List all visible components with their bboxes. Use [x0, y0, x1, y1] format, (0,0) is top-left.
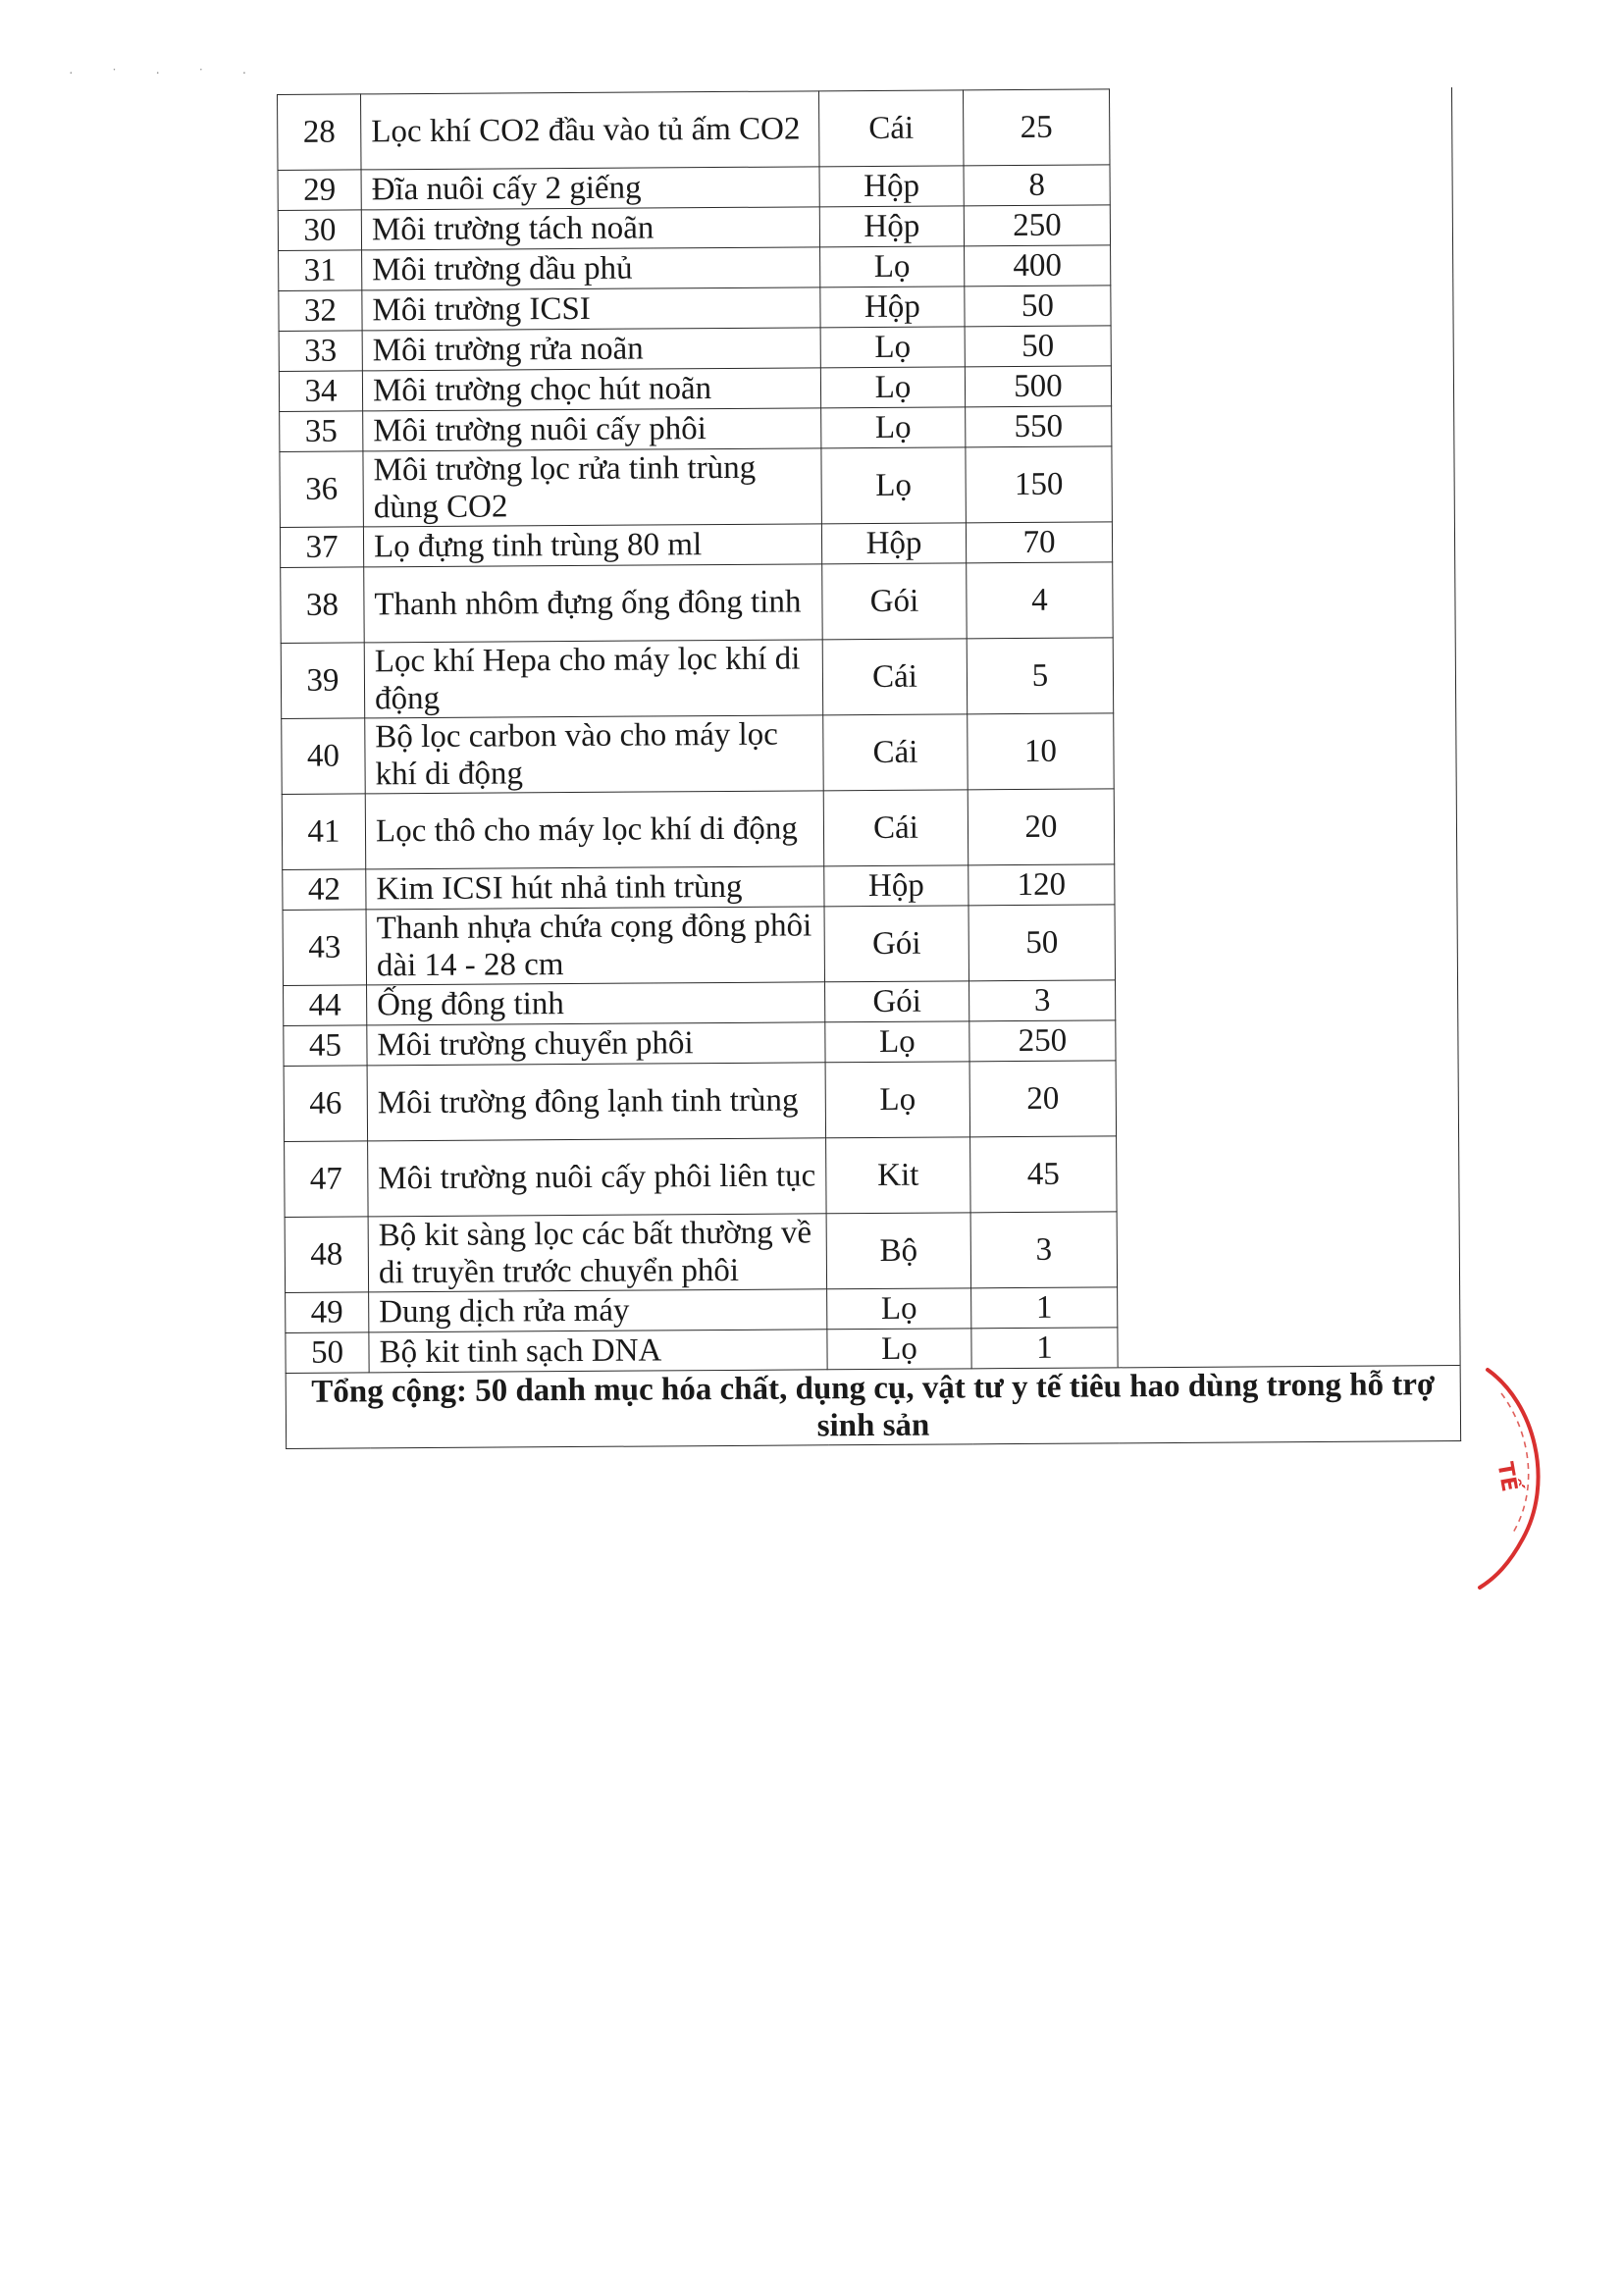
row-number: 45 — [284, 1025, 367, 1067]
row-number: 44 — [284, 985, 367, 1026]
item-unit: Lọ — [827, 1288, 971, 1330]
item-quantity: 70 — [966, 522, 1112, 563]
item-name: Ống đông tinh — [367, 982, 825, 1025]
item-unit: Gói — [825, 981, 969, 1022]
item-name: Môi trường lọc rửa tinh trùng dùng CO2 — [363, 448, 822, 527]
item-name: Môi trường rửa noãn — [362, 328, 820, 371]
item-unit: Lọ — [820, 246, 965, 287]
item-quantity: 10 — [968, 713, 1115, 790]
row-number: 28 — [278, 94, 362, 171]
items-table-sheet — [277, 86, 1461, 1449]
item-quantity: 45 — [970, 1136, 1118, 1213]
item-name: Dung dịch rửa máy — [369, 1289, 827, 1332]
row-number: 39 — [281, 643, 365, 719]
item-name: Môi trường chuyển phôi — [367, 1022, 825, 1066]
item-unit: Hộp — [819, 166, 964, 207]
item-unit: Lọ — [820, 327, 965, 368]
item-quantity: 250 — [964, 205, 1110, 246]
row-number: 36 — [280, 451, 364, 528]
item-quantity: 3 — [970, 1212, 1118, 1288]
item-name: Môi trường dầu phủ — [362, 247, 820, 290]
item-unit: Hộp — [821, 523, 966, 564]
item-quantity: 5 — [967, 638, 1114, 714]
item-quantity: 20 — [969, 1061, 1117, 1137]
item-name: Lọc khí CO2 đầu vào tủ ấm CO2 — [361, 91, 820, 170]
item-unit: Gói — [824, 906, 969, 982]
item-unit: Lọ — [821, 447, 967, 524]
scan-specks: · ˙ · ˙ · — [69, 67, 265, 81]
item-unit: Cái — [818, 90, 964, 167]
item-quantity: 50 — [965, 326, 1111, 367]
item-quantity: 20 — [968, 789, 1115, 865]
row-number: 41 — [282, 794, 366, 870]
item-quantity: 50 — [965, 286, 1111, 327]
item-unit: Hộp — [820, 287, 965, 328]
item-quantity: 4 — [967, 562, 1114, 639]
item-quantity: 150 — [966, 446, 1113, 523]
row-number: 30 — [278, 210, 361, 251]
item-name: Kim ICSI hút nhả tinh trùng — [366, 866, 824, 910]
row-number: 35 — [280, 411, 363, 452]
item-quantity: 500 — [965, 366, 1111, 407]
item-quantity: 3 — [969, 980, 1116, 1021]
row-number: 42 — [283, 869, 366, 911]
item-unit: Gói — [822, 563, 968, 640]
item-name: Môi trường nuôi cấy phôi liên tục — [368, 1138, 827, 1217]
item-quantity: 550 — [966, 406, 1112, 447]
row-number: 49 — [286, 1292, 369, 1333]
item-unit: Kit — [826, 1137, 971, 1214]
item-name: Thanh nhôm đựng ống đông tinh — [364, 564, 823, 643]
row-number: 43 — [283, 910, 367, 986]
item-name: Bộ lọc carbon vào cho máy lọc khí di động — [365, 715, 824, 794]
row-number: 29 — [278, 170, 361, 211]
item-name: Lọ đựng tinh trùng 80 ml — [363, 524, 821, 567]
item-unit: Lọ — [825, 1062, 970, 1138]
item-quantity: 400 — [965, 245, 1111, 287]
item-quantity: 250 — [969, 1020, 1116, 1062]
item-quantity: 25 — [963, 89, 1110, 166]
row-number: 50 — [286, 1332, 369, 1374]
row-number: 33 — [279, 331, 362, 372]
row-number: 48 — [285, 1217, 369, 1293]
item-unit: Cái — [823, 790, 969, 866]
item-name: Đĩa nuôi cấy 2 giếng — [361, 167, 819, 210]
item-unit: Lọ — [820, 367, 965, 408]
row-number: 32 — [279, 290, 362, 332]
items-table — [277, 86, 1461, 1449]
item-unit: Hộp — [824, 865, 969, 907]
total-row — [286, 1366, 1460, 1449]
row-number: 34 — [279, 371, 362, 412]
item-quantity: 1 — [971, 1287, 1118, 1329]
item-quantity: 8 — [964, 165, 1110, 206]
row-number: 38 — [281, 567, 365, 644]
item-name: Bộ kit sàng lọc các bất thường về di truyền trước chuyển phôi — [368, 1214, 827, 1292]
item-unit: Lọ — [827, 1329, 971, 1370]
blank-column — [1109, 87, 1460, 1368]
item-unit: Cái — [823, 714, 969, 791]
item-unit: Hộp — [819, 206, 964, 247]
row-number: 47 — [285, 1141, 369, 1218]
table-row — [278, 87, 1452, 171]
item-name: Thanh nhựa chứa cọng đông phôi dài 14 - 28 cm — [366, 907, 825, 985]
row-number: 40 — [282, 718, 366, 795]
item-unit: Cái — [822, 639, 968, 715]
row-number: 37 — [280, 527, 363, 568]
item-quantity: 120 — [969, 864, 1115, 906]
red-seal-stamp — [1466, 1364, 1584, 1599]
item-name: Lọc thô cho máy lọc khí di động — [365, 791, 824, 869]
item-name: Bộ kit tinh sạch DNA — [369, 1330, 827, 1373]
item-unit: Lọ — [821, 407, 966, 448]
item-quantity: 50 — [969, 905, 1116, 981]
item-unit: Lọ — [825, 1021, 969, 1063]
stamp-text: TẾ — [1492, 1460, 1522, 1494]
item-quantity: 1 — [971, 1328, 1118, 1369]
row-number: 31 — [279, 250, 362, 291]
item-name: Môi trường ICSI — [362, 287, 820, 331]
item-name: Lọc khí Hepa cho máy lọc khí di động — [364, 640, 823, 718]
item-name: Môi trường nuôi cấy phôi — [363, 408, 821, 451]
item-name: Môi trường đông lạnh tinh trùng — [367, 1063, 826, 1141]
item-name: Môi trường chọc hút noãn — [362, 368, 820, 411]
item-unit: Bộ — [826, 1213, 971, 1289]
item-name: Môi trường tách noãn — [361, 207, 819, 250]
total-summary: Tổng cộng: 50 danh mục hóa chất, dụng cụ, vật tư y tế tiêu hao dùng trong hỗ trợ sinh sản — [286, 1366, 1460, 1449]
row-number: 46 — [284, 1066, 368, 1142]
